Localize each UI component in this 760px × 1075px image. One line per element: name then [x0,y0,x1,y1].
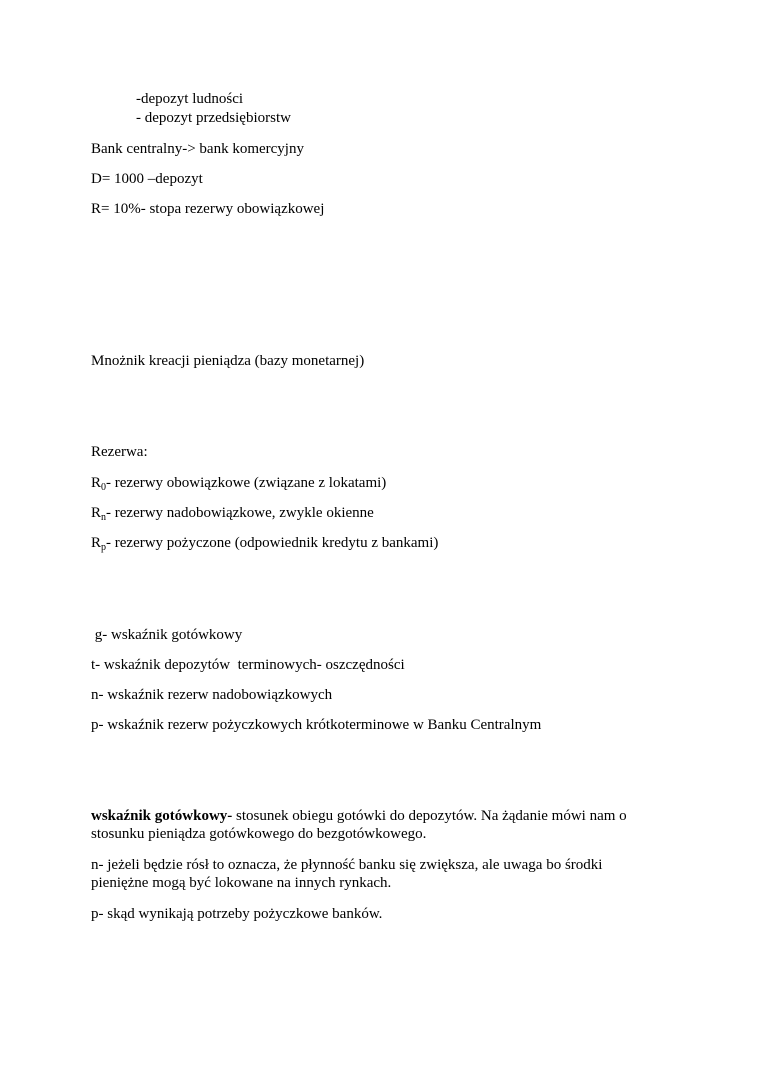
deposit-definition: D= 1000 –depozyt [91,171,203,187]
cash-indicator-note [91,807,651,843]
cash-indicator-text: stosunek obiegu gotówki do depozytów. Na żądanie mówi nam o stosunku pieniądza gotówkowego do bezgotówkowego. [91,808,627,842]
indicator-item: t- wskaźnik depozytów terminowych- oszczędności [91,657,405,673]
reserve-item [91,474,386,492]
indicator-item: p- wskaźnik rezerw pożyczkowych krótkoterminowe w Banku Centralnym [91,717,542,733]
reserve-item [91,534,438,552]
reserve-symbol: R [91,535,102,551]
deposit-households: -depozyt ludności [136,91,244,107]
indicator-item: g- wskaźnik gotówkowy [91,627,243,643]
flow-line: Bank centralny-> bank komercyjny [91,141,304,157]
cash-indicator-term: wskaźnik gotówkowy- [91,808,233,824]
deposit-businesses: - depozyt przedsiębiorstw [136,110,291,126]
n-note: n- jeżeli będzie rósł to oznacza, że płynność banku się zwiększa, ale uwaga bo środki pieniężne mogą być lokowane na innych rynkach. [91,857,603,891]
reserve-description: - rezerwy nadobowiązkowe, zwykle okienne [106,505,374,521]
p-note: p- skąd wynikają potrzeby pożyczkowe banków. [91,906,383,922]
reserve-description: - rezerwy obowiązkowe (związane z lokatami) [106,475,387,491]
reserve-item [91,504,374,522]
indicator-item: n- wskaźnik rezerw nadobowiązkowych [91,687,333,703]
reserve-rate-definition: R= 10%- stopa rezerwy obowiązkowej [91,201,325,217]
reserve-symbol: R [91,505,102,521]
reserve-subscript: 0 [101,482,107,493]
reserve-symbol: R [91,475,102,491]
reserve-subscript: p [101,542,107,553]
reserve-description: - rezerwy pożyczone (odpowiednik kredytu z bankami) [106,535,439,551]
reserve-subscript: n [101,512,107,523]
multiplier-heading: Mnożnik kreacji pieniądza (bazy monetarnej) [91,353,365,369]
reserves-heading: Rezerwa: [91,444,148,460]
